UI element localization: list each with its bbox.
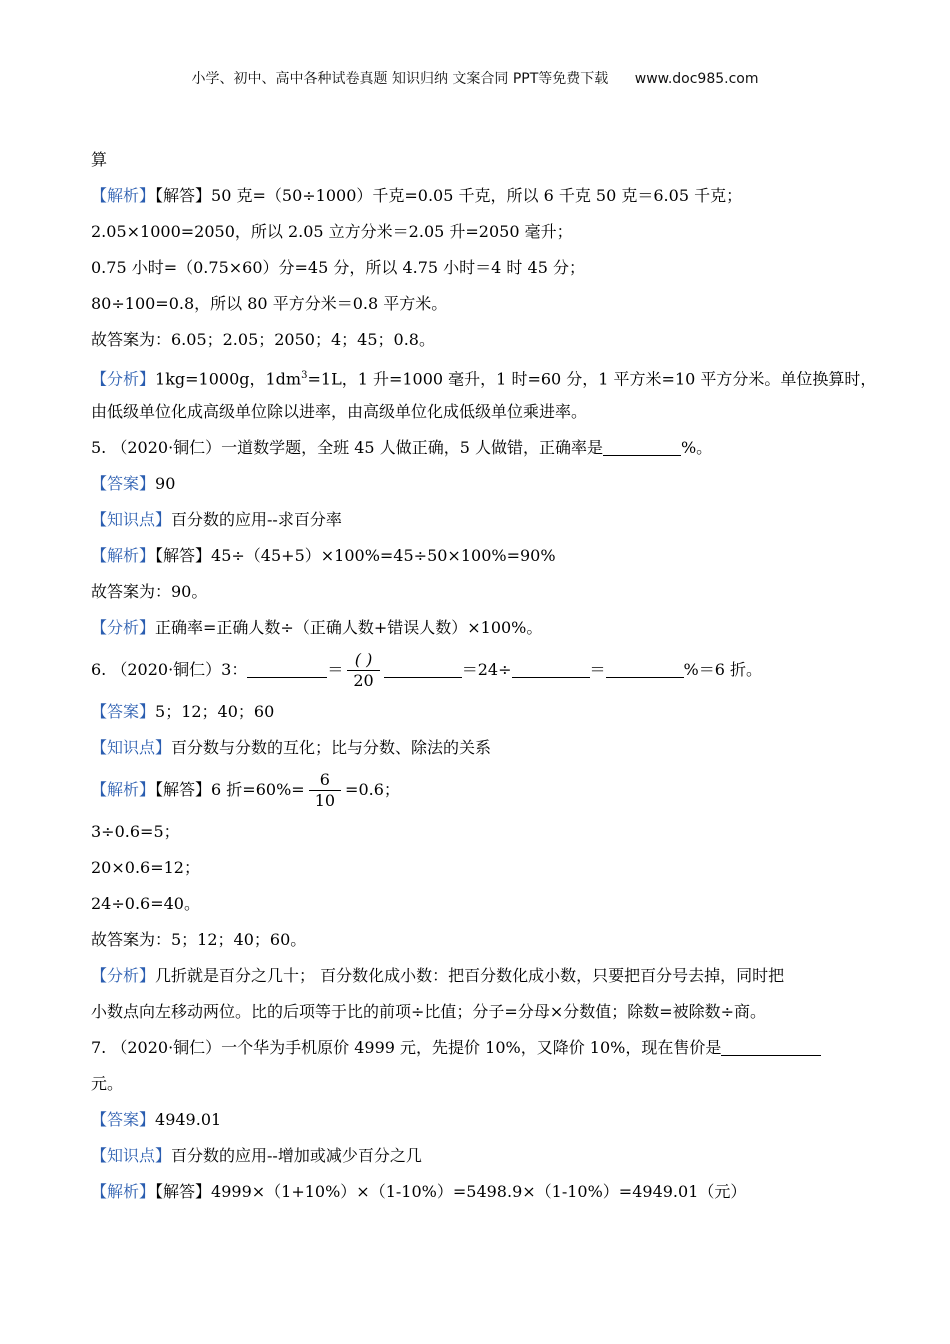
q6-line-2: 20×0.6=12； xyxy=(91,858,200,877)
q4-line-4: 80÷100=0.8，所以 80 平方分米＝0.8 平方米。 xyxy=(91,294,448,313)
q5-analysis: 【解析】【解答】45÷（45+5）×100%=45÷50×100%=90% xyxy=(91,546,556,565)
q5-knowledge: 【知识点】百分数的应用--求百分率 xyxy=(91,510,342,529)
q4-fenxi: 【分析】1kg=1000g，$1dm^3=1L$，1 升=1000 毫升，1 时=60 分，1 平方米=10 平方分米。单位换算时， xyxy=(91,369,877,389)
q4-line-3: 0.75 小时=（0.75×60）分=45 分，所以 4.75 小时＝4 时 45 分； xyxy=(91,258,585,277)
q6-blank-3 xyxy=(512,659,590,678)
q6-knowledge: 【知识点】百分数与分数的互化；比与分数、除法的关系 xyxy=(91,738,492,757)
fenxi-tag: 【分析】 xyxy=(91,966,156,985)
q4-fenxi-2: 由低级单位化成高级单位除以进率，由高级单位化成低级单位乘进率。 xyxy=(91,402,588,421)
q7-answer: 【答案】4949.01 xyxy=(91,1110,222,1129)
knowledge-tag: 【知识点】 xyxy=(91,510,172,529)
q6-blank-1 xyxy=(247,659,327,678)
q6-conclusion: 故答案为：5；12；40；60。 xyxy=(91,930,307,949)
q6-blank-2 xyxy=(384,659,462,678)
q7-question: 7. （2020·铜仁）一个华为手机原价 4999 元，先提价 10%，又降价 10%，现在售价是 xyxy=(91,1030,861,1066)
header-site-link[interactable]: www.doc985.com xyxy=(634,71,759,87)
q7-knowledge: 【知识点】百分数的应用--增加或减少百分之几 xyxy=(91,1146,422,1165)
q4-analysis: 【解析】【解答】50 克=（50÷1000）千克=0.05 千克，所以 6 千克 50 克＝6.05 千克； xyxy=(91,186,743,205)
solve-tag: 【解答】 xyxy=(155,780,212,799)
q6-line-1: 3÷0.6=5； xyxy=(91,822,180,841)
solve-tag: 【解答】 xyxy=(155,546,212,565)
analysis-tag: 【解析】 xyxy=(91,186,156,205)
q4-continuation: 算 xyxy=(91,150,108,169)
q5-answer: 【答案】90 xyxy=(91,474,176,493)
q5-question: 5. （2020·铜仁）一道数学题，全班 45 人做正确，5 人做错，正确率是 %。 xyxy=(91,438,713,457)
q5-conclusion: 故答案为：90。 xyxy=(91,582,208,601)
header-text: 小学、初中、高中各种试卷真题 知识归纳 文案合同 PPT等免费下载 xyxy=(191,71,609,87)
page-header xyxy=(0,68,950,88)
answer-tag: 【答案】 xyxy=(91,1110,156,1129)
analysis-tag: 【解析】 xyxy=(91,546,156,565)
q6-analysis-fraction: $\frac{6}{10}$ xyxy=(309,770,341,811)
q6-fraction: $\frac{( )}{20}$ xyxy=(347,650,379,691)
q7-answer-blank xyxy=(721,1037,821,1056)
knowledge-tag: 【知识点】 xyxy=(91,738,172,757)
q4-conclusion: 故答案为：6.05；2.05；2050；4；45；0.8。 xyxy=(91,330,435,349)
answer-tag: 【答案】 xyxy=(91,474,156,493)
q6-line-3: 24÷0.6=40。 xyxy=(91,894,200,913)
answer-tag: 【答案】 xyxy=(91,702,156,721)
q5-fenxi: 【分析】正确率=正确人数÷（正确人数+错误人数）×100%。 xyxy=(91,618,543,637)
q5-answer-blank xyxy=(603,437,681,456)
solve-tag: 【解答】 xyxy=(155,1182,212,1201)
q6-fenxi-2: 小数点向左移动两位。比的后项等于比的前项÷比值；分子=分母×分数值；除数=被除数÷商。 xyxy=(91,1002,767,1021)
document-body xyxy=(91,142,877,1210)
analysis-tag: 【解析】 xyxy=(91,1182,156,1201)
q6-answer: 【答案】5；12；40；60 xyxy=(91,702,275,721)
q7-analysis: 【解析】【解答】4999×（1+10%）×（1-10%）=5498.9×（1-10%）=4949.01（元） xyxy=(91,1182,747,1201)
q6-fenxi: 【分析】几折就是百分之几十； 百分数化成小数：把百分数化成小数，只要把百分号去掉，同时把 xyxy=(91,966,785,985)
q6-blank-4 xyxy=(606,659,684,678)
analysis-tag: 【解析】 xyxy=(91,780,156,799)
knowledge-tag: 【知识点】 xyxy=(91,1146,172,1165)
q6-question: 6. （2020·铜仁）3： ＝ $\frac{( )}{20}$ ＝24÷ ＝ %＝6 折。 xyxy=(91,650,762,690)
q7-question-2: 元。 xyxy=(91,1074,124,1093)
fenxi-tag: 【分析】 xyxy=(91,618,156,637)
q4-line-2: 2.05×1000=2050，所以 2.05 立方分米＝2.05 升=2050 毫升； xyxy=(91,222,573,241)
q6-analysis: 【解析】【解答】6 折=60%= $\frac{6}{10}$ =0.6； xyxy=(91,770,400,810)
fenxi-tag: 【分析】 xyxy=(91,369,156,389)
solve-tag: 【解答】 xyxy=(155,186,212,205)
